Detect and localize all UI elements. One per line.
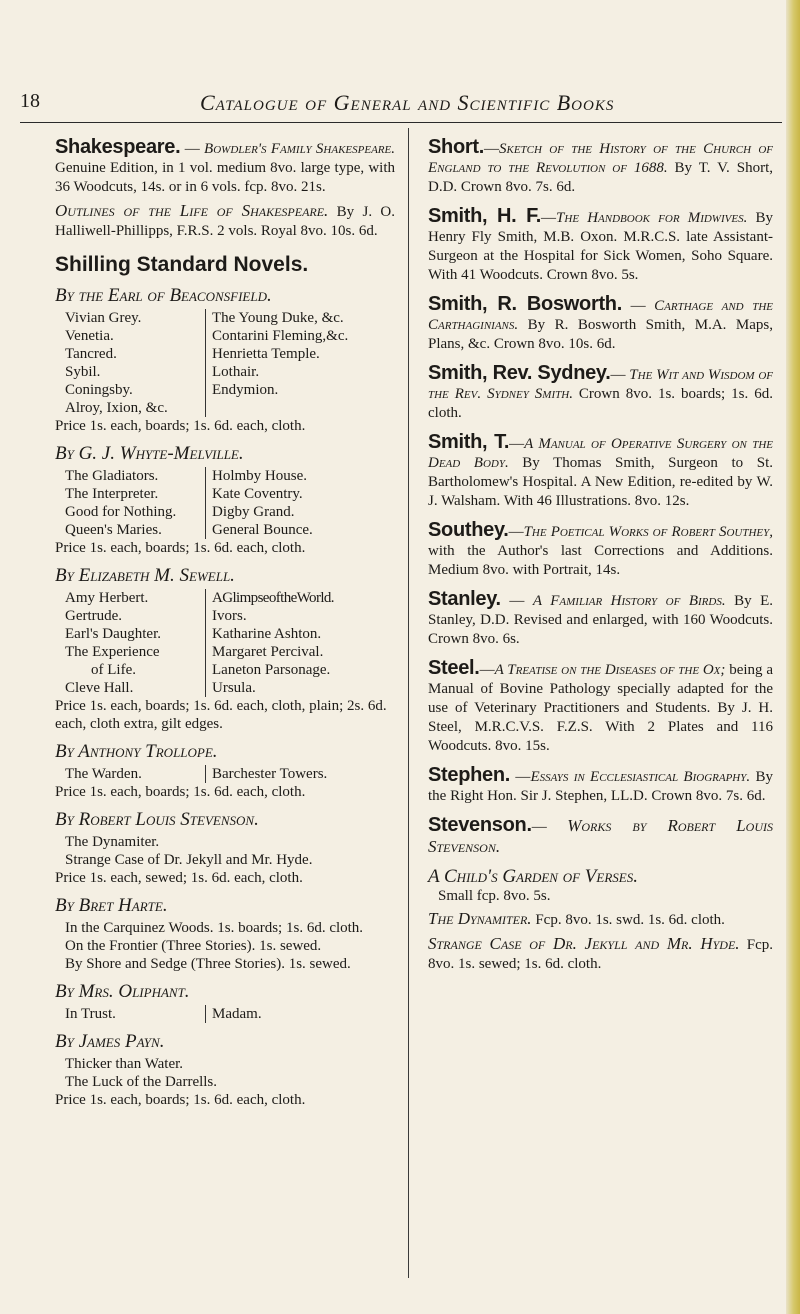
- list-item: The Luck of the Darrells.: [65, 1074, 218, 1090]
- list-item: Thicker than Water.: [65, 1056, 184, 1072]
- list-item: Alroy, Ixion, &c.: [65, 400, 168, 416]
- book-description: By R. Bosworth Smith, M.A. Maps, Plans, &c. Crown 8vo. 10s. 6d.: [428, 317, 773, 352]
- entry-heading: Stephen.: [428, 764, 511, 786]
- title-list-col1: [55, 765, 206, 783]
- entry-stanley: [428, 590, 773, 649]
- book-title: Carthage and the Carthaginians.: [428, 298, 773, 333]
- book-description: By J. O. Halliwell-Phillipps, F.R.S. 2 vols. Royal 8vo. 10s. 6d.: [55, 204, 395, 239]
- author-heading-oliphant: By Mrs. Oliphant.: [55, 981, 190, 1002]
- list-item: Ursula.: [212, 680, 256, 696]
- entry-heading: Smith, Rev. Sydney.: [428, 362, 611, 384]
- title-list-beaconsfield: [55, 309, 395, 417]
- dash: —: [180, 141, 205, 157]
- page-number: 18: [20, 90, 40, 112]
- title-list-col2: [206, 589, 334, 697]
- book-description: Genuine Edition, in 1 vol. medium 8vo. large type, with 36 Woodcuts, 14s. or in 6 vols. fcp. 8vo. 21s.: [55, 160, 395, 195]
- dash: —: [479, 662, 495, 678]
- title-list-col1: [55, 309, 206, 417]
- price-line: Price 1s. each, boards; 1s. 6d. each, cloth, plain; 2s. 6d. each, cloth extra, gilt edges.: [55, 698, 387, 732]
- list-item: By Shore and Sedge (Three Stories). 1s. sewed.: [65, 956, 351, 972]
- entry-steel: [428, 659, 773, 756]
- dash: —: [500, 593, 533, 609]
- entry-heading: Steel.: [428, 657, 480, 679]
- list-item: Digby Grand.: [212, 504, 295, 520]
- list-item: Barchester Towers.: [212, 766, 328, 782]
- list-item: Madam.: [212, 1006, 262, 1022]
- list-item: Vivian Grey.: [65, 310, 142, 326]
- list-item: Good for Nothing.: [65, 504, 177, 520]
- dash: —: [483, 141, 499, 157]
- list-item: Gertrude.: [65, 608, 123, 624]
- list-item: Endymion.: [212, 382, 279, 398]
- price-line: Price 1s. each, boards; 1s. 6d. each, cloth.: [55, 540, 306, 556]
- list-item: Kate Coventry.: [212, 486, 303, 502]
- author-heading-whyte-melville: By G. J. Whyte-Melville.: [55, 443, 244, 464]
- list-item: Margaret Percival.: [212, 644, 324, 660]
- book-title: Works by Robert Louis Stevenson.: [428, 816, 773, 856]
- book-title: The Wit and Wisdom of the Rev. Sydney Smith.: [428, 367, 773, 402]
- list-item: The Gladiators.: [65, 468, 159, 484]
- book-description: By E. Stanley, D.D. Revised and enlarged, with 160 Woodcuts. Crown 8vo. 6s.: [428, 593, 774, 647]
- list-item: The Young Duke, &c.: [212, 310, 344, 326]
- list-item: The Warden.: [65, 766, 142, 782]
- book-title: A Child's Garden of Verses.: [428, 866, 638, 887]
- author-heading-trollope: By Anthony Trollope.: [55, 741, 218, 762]
- list-item: Lothair.: [212, 364, 260, 380]
- title-list-oliphant: [55, 1005, 395, 1023]
- entry-stevenson-jekyll: [428, 934, 773, 974]
- list-item: Tancred.: [65, 346, 117, 362]
- list-item: AGlimpseoftheWorld.: [212, 590, 334, 606]
- list-item: Strange Case of Dr. Jekyll and Mr. Hyde.: [65, 852, 313, 868]
- list-item: The Experience: [65, 644, 160, 660]
- entry-short: [428, 138, 773, 197]
- title-list-whyte-melville: [55, 467, 395, 539]
- entry-heading: Smith, H. F.: [428, 205, 542, 227]
- book-title: A Manual of Operative Surgery on the Dead Body.: [428, 436, 773, 471]
- list-item: Queen's Maries.: [65, 522, 162, 538]
- list-item: Ivors.: [212, 608, 247, 624]
- left-column: [55, 128, 395, 1109]
- entry-stevenson: [428, 816, 773, 858]
- entry-smith-h: [428, 207, 773, 285]
- title-list-col1: [55, 467, 206, 539]
- list-item: Laneton Parsonage.: [212, 662, 331, 678]
- list-item: Katharine Ashton.: [212, 626, 322, 642]
- list-item: General Bounce.: [212, 522, 313, 538]
- book-title: The Poetical Works of Robert Southey,: [523, 524, 773, 540]
- list-item: Coningsby.: [65, 382, 133, 398]
- author-heading-stevenson: By Robert Louis Stevenson.: [55, 809, 259, 830]
- title-list-col1: [55, 1005, 206, 1023]
- list-item: Holmby House.: [212, 468, 307, 484]
- title-list-col1: [55, 589, 206, 697]
- section-title: Shilling Standard Novels.: [55, 253, 309, 276]
- entry-heading: Shakespeare.: [55, 136, 181, 158]
- author-heading-harte: By Bret Harte.: [55, 895, 168, 916]
- page-edge-discoloration: [786, 0, 800, 1314]
- price-line: Price 1s. each, boards; 1s. 6d. each, cloth.: [55, 1092, 306, 1108]
- running-head: Catalogue of General and Scientific Books: [200, 90, 615, 115]
- entry-heading: Stevenson.: [428, 814, 532, 836]
- book-title: Sketch of the History of the Church of England to the Revolution of 1688.: [428, 141, 773, 176]
- dash: —: [541, 210, 557, 226]
- author-heading-beaconsfield: By the Earl of Beaconsfield.: [55, 285, 272, 306]
- list-item: The Interpreter.: [65, 486, 159, 502]
- list-item: Sybil.: [65, 364, 101, 380]
- entry-stevenson-dynamiter: [428, 909, 773, 930]
- book-description: By T. V. Short, D.D. Crown 8vo. 7s. 6d.: [428, 160, 773, 195]
- book-description: By Henry Fly Smith, M.B. Oxon. M.R.C.S. late Assistant-Surgeon at the Hospital for Sick Women, Soho Square. With 41 Woodcuts. Crown 8vo. 5s.: [428, 210, 774, 283]
- book-title: Outlines of the Life of Shakespeare.: [55, 201, 329, 220]
- price-line: Price 1s. each, boards; 1s. 6d. each, cloth.: [55, 418, 306, 434]
- title-list-sewell: [55, 589, 395, 697]
- book-title: The Dynamiter.: [428, 909, 532, 928]
- book-description: being a Manual of Bovine Pathology specially adapted for the use of Veterinary Practitioners and Students. By J. H. Steel, M.R.C.V.S. F.Z.S. With 2 Plates and 116 Woodcuts. 8vo. 15s.: [428, 662, 773, 754]
- book-description: Fcp. 8vo. 1s. sewed; 1s. 6d. cloth.: [428, 937, 773, 972]
- book-title: The Handbook for Midwives.: [556, 210, 748, 226]
- book-title: Strange Case of Dr. Jekyll and Mr. Hyde.: [428, 934, 740, 953]
- column-divider: [408, 128, 409, 1278]
- dash: —: [610, 367, 630, 383]
- book-description: By the Right Hon. Sir J. Stephen, LL.D. Crown 8vo. 7s. 6d.: [428, 769, 773, 804]
- title-list-col2: [206, 765, 327, 783]
- title-list-col2: [206, 467, 313, 539]
- price-line: Price 1s. each, boards; 1s. 6d. each, cloth.: [55, 784, 306, 800]
- book-description: By Thomas Smith, Surgeon to St. Bartholomew's Hospital. A New Edition, re-edited by W. J. Walsham. With 46 Illustrations. 8vo. 12s.: [428, 455, 773, 509]
- book-title: Bowdler's Family Shakespeare.: [204, 141, 395, 157]
- list-item: of Life.: [91, 662, 136, 678]
- list-item: Venetia.: [65, 328, 114, 344]
- list-item: Earl's Daughter.: [65, 626, 162, 642]
- entry-heading: Smith, R. Bosworth.: [428, 293, 622, 315]
- author-heading-sewell: By Elizabeth M. Sewell.: [55, 565, 235, 586]
- book-title: A Familiar History of Birds.: [532, 593, 726, 609]
- title-list-col2: [206, 1005, 262, 1023]
- list-item: Henrietta Temple.: [212, 346, 320, 362]
- entry-southey: [428, 521, 773, 580]
- list-item: In the Carquinez Woods. 1s. boards; 1s. 6d. cloth.: [65, 920, 364, 936]
- book-description: with the Author's last Corrections and Additions. Medium 8vo. with Portrait, 14s.: [428, 543, 773, 578]
- list-item: Contarini Fleming,&c.: [212, 328, 349, 344]
- title-list-col2: [206, 309, 348, 417]
- book-description: Crown 8vo. 1s. boards; 1s. 6d. cloth.: [428, 386, 773, 421]
- entry-smith-s: [428, 364, 773, 423]
- book-title: Essays in Ecclesiastical Biography.: [530, 769, 751, 785]
- entry-heading: Smith, T.: [428, 431, 510, 453]
- dash: —: [510, 769, 531, 785]
- header-rule: [20, 122, 782, 123]
- list-item: In Trust.: [65, 1006, 116, 1022]
- list-item: On the Frontier (Three Stories). 1s. sewed.: [65, 938, 322, 954]
- list-item: The Dynamiter.: [65, 834, 160, 850]
- entry-smith-r: [428, 295, 773, 354]
- price-line: Price 1s. each, sewed; 1s. 6d. each, cloth.: [55, 870, 303, 886]
- right-column: [428, 128, 773, 974]
- list-item: Amy Herbert.: [65, 590, 149, 606]
- entry-stephen: [428, 766, 773, 806]
- dash: —: [621, 298, 655, 314]
- book-description: Small fcp. 8vo. 5s.: [438, 888, 551, 904]
- book-description: Fcp. 8vo. 1s. swd. 1s. 6d. cloth.: [531, 912, 725, 928]
- entry-heading: Southey.: [428, 519, 509, 541]
- list-item: Cleve Hall.: [65, 680, 134, 696]
- entry-shakespeare: [55, 138, 395, 197]
- page-header: [20, 90, 790, 120]
- dash: —: [508, 524, 524, 540]
- entry-heading: Stanley.: [428, 588, 501, 610]
- entry-smith-t: [428, 433, 773, 511]
- dash: —: [531, 819, 568, 835]
- author-heading-payn: By James Payn.: [55, 1031, 165, 1052]
- title-list-trollope: [55, 765, 395, 783]
- dash: —: [509, 436, 525, 452]
- entry-heading: Short.: [428, 136, 484, 158]
- entry-outlines: [55, 201, 395, 241]
- book-title: A Treatise on the Diseases of the Ox;: [494, 662, 726, 678]
